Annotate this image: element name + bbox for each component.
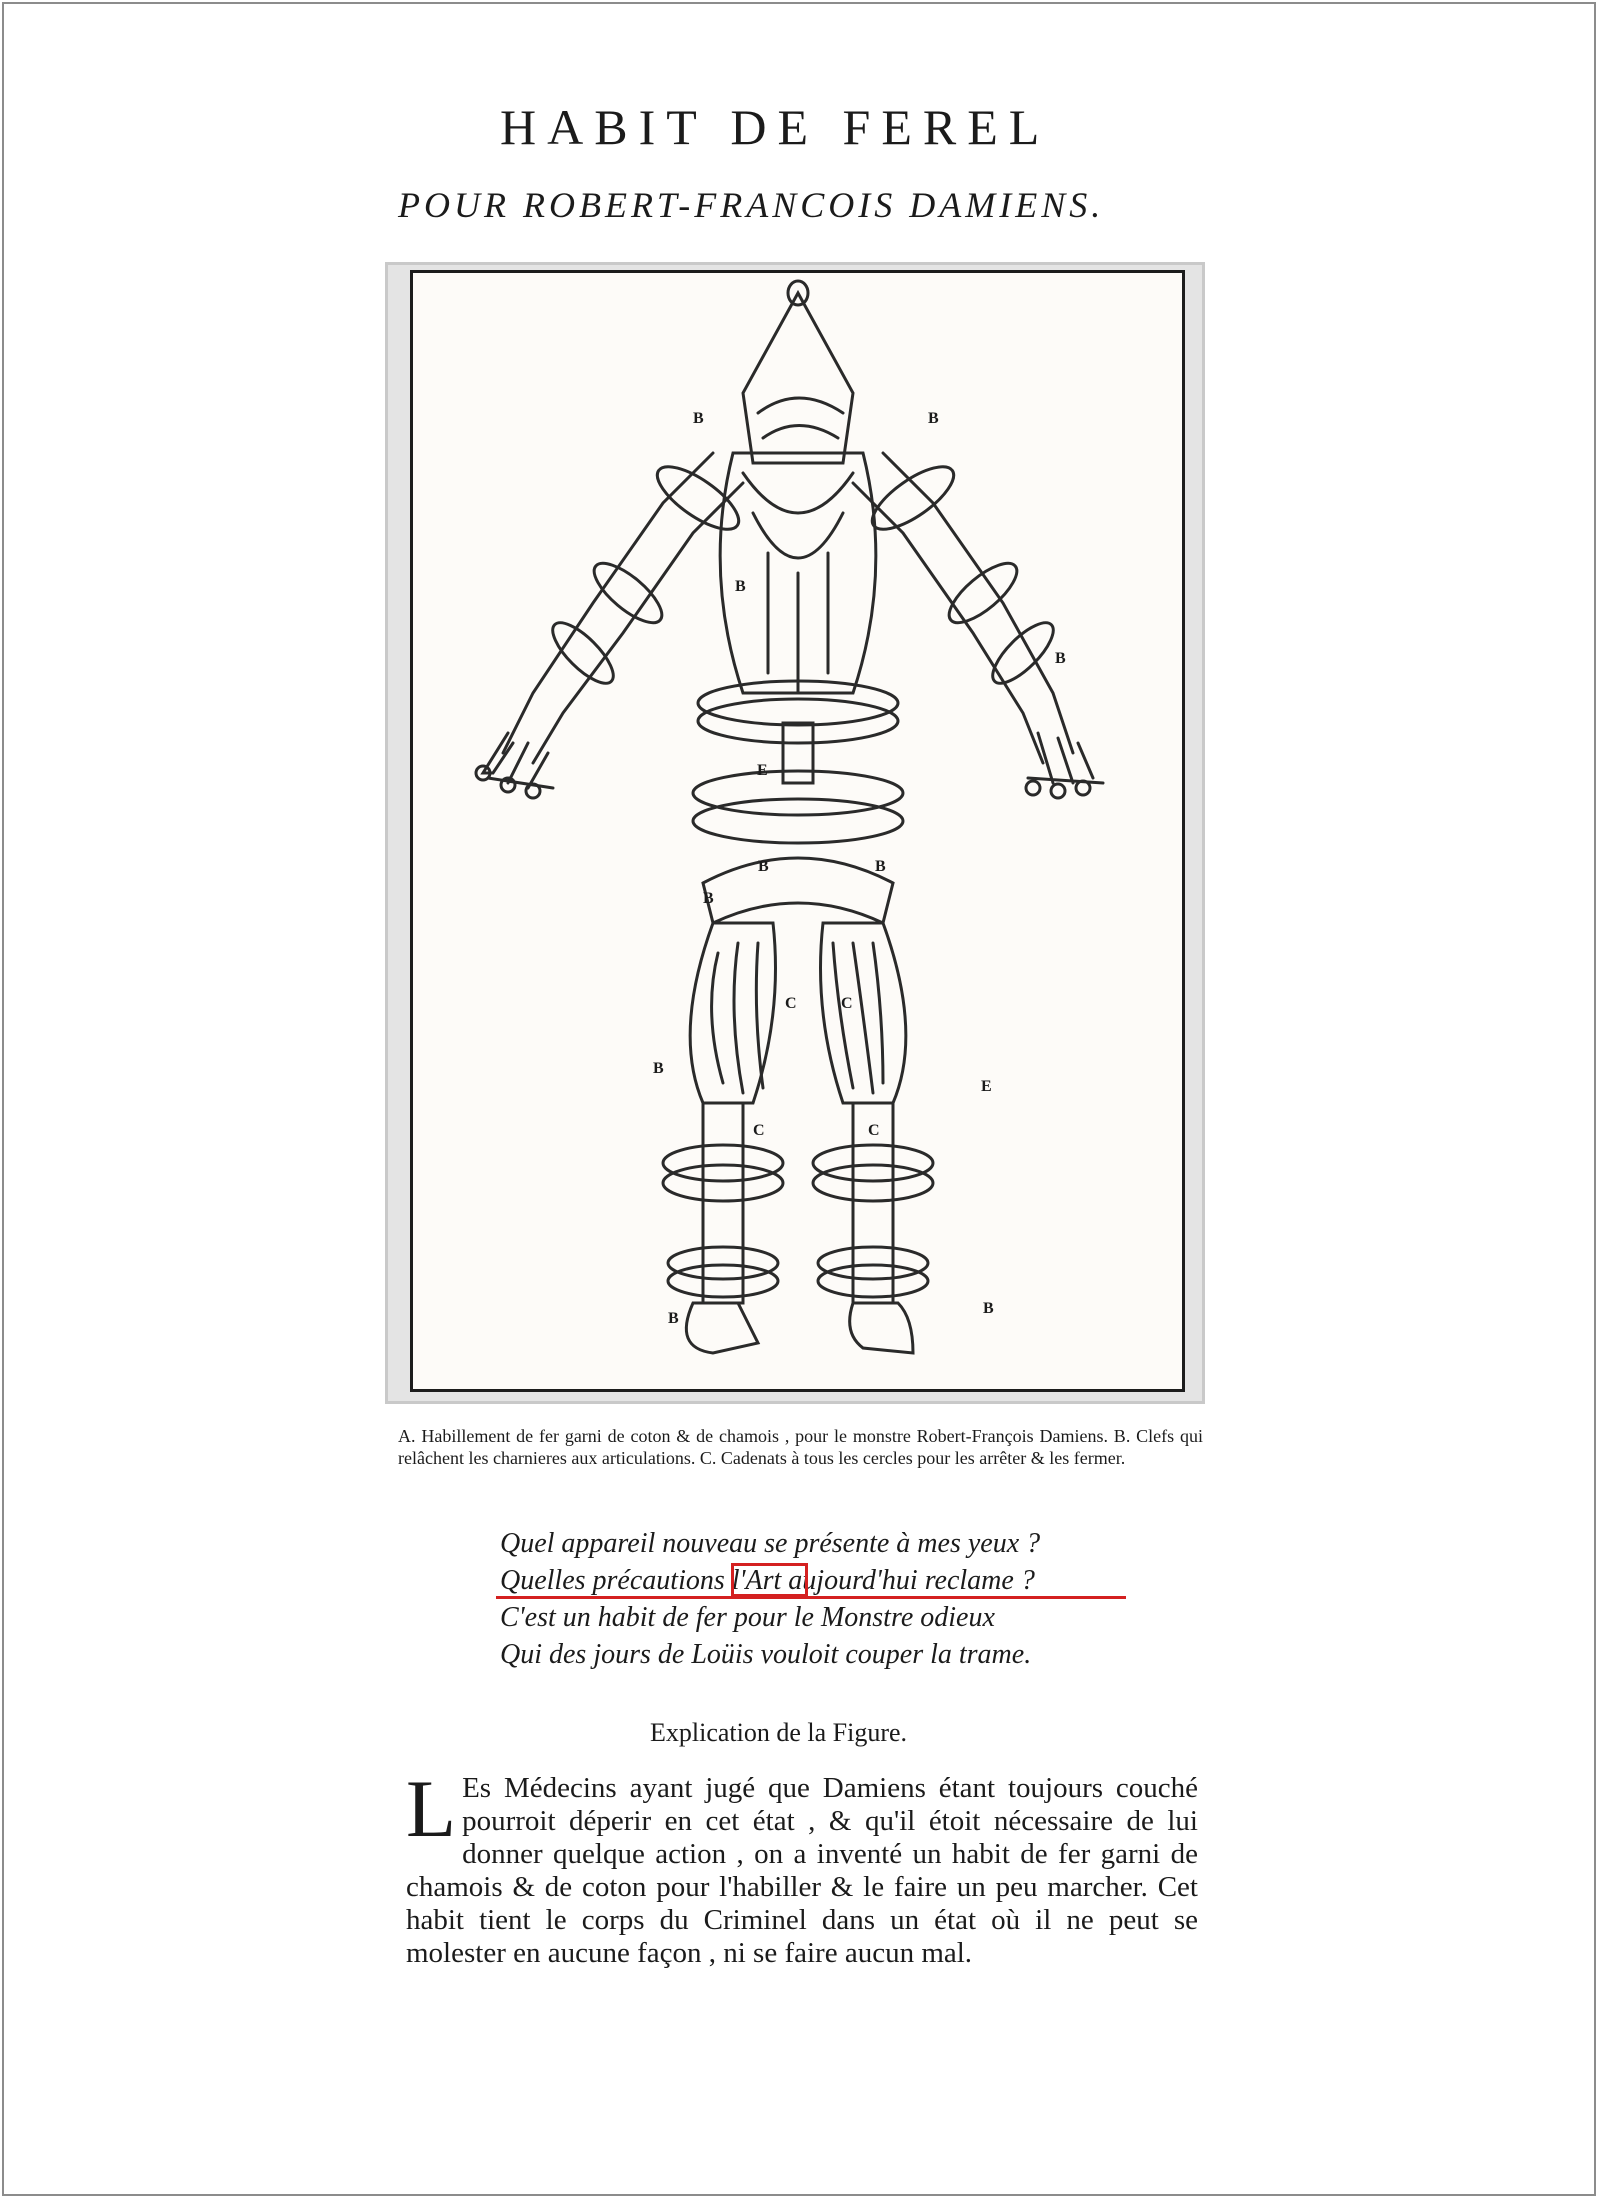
- label-e-right-knee: E: [981, 1078, 992, 1095]
- page-title: HABIT DE FEREL: [500, 99, 1051, 155]
- figure-caption: A. Habillement de fer garni de coton & de chamois , pour le monstre Robert-François Damiens. B. Clefs qui relâchent les charnieres aux articulations. C. Cadenats à tous les cercles pour les arrêter & les fermer.: [398, 1426, 1203, 1468]
- verse-line: Quelles précautions l'Art aujourd'hui reclame ?: [500, 1565, 1035, 1596]
- label-b-left-knee: B: [653, 1060, 664, 1077]
- label-c-right-knee: C: [868, 1122, 880, 1139]
- right-arm: [883, 453, 1073, 753]
- label-b-head-right: B: [928, 410, 939, 427]
- right-hand-cage: [1028, 733, 1103, 783]
- engraving-plate: [410, 270, 1185, 1392]
- verse-line: Quel appareil nouveau se présente à mes yeux ?: [500, 1528, 1041, 1559]
- right-foot: [850, 1303, 913, 1353]
- label-c-right: C: [841, 995, 853, 1012]
- left-foot: [686, 1303, 758, 1353]
- label-e-waist: E: [757, 762, 768, 779]
- red-highlight-box: [731, 1563, 808, 1597]
- label-b-hip-left: B: [703, 890, 714, 907]
- left-arm-ring-3: [544, 614, 622, 692]
- verse-line: Qui des jours de Loüis vouloit couper la trame.: [500, 1639, 1032, 1670]
- hip-band: [703, 858, 893, 923]
- label-b-right-ankle: B: [983, 1300, 994, 1317]
- verse-line: C'est un habit de fer pour le Monstre odieux: [500, 1602, 995, 1633]
- label-b-hip-center: B: [758, 858, 769, 875]
- red-underline: [496, 1596, 1126, 1599]
- label-b-torso: B: [735, 578, 746, 595]
- verse-block: [500, 1525, 1140, 1673]
- left-hand-cage: [483, 733, 553, 788]
- label-b-right-wrist: B: [1055, 650, 1066, 667]
- right-ankle-ring: [818, 1247, 928, 1279]
- drop-cap: L: [406, 1763, 457, 1854]
- section-heading: Explication de la Figure.: [650, 1718, 908, 1747]
- waist-ring-lower: [693, 771, 903, 815]
- right-arm-ring-1: [863, 456, 962, 541]
- iron-suit-illustration: [413, 273, 1185, 1392]
- body-paragraph: [406, 1763, 1198, 1970]
- page-subtitle: POUR ROBERT-FRANCOIS DAMIENS.: [398, 185, 1105, 225]
- label-c-left: C: [785, 995, 797, 1012]
- left-ankle-ring: [668, 1247, 778, 1279]
- right-knee-ring: [813, 1145, 933, 1181]
- left-knee-ring: [663, 1145, 783, 1181]
- label-b-hip-right: B: [875, 858, 886, 875]
- body-text: Es Médecins ayant jugé que Damiens étant toujours couché pourroit déperir en cet état , & qu'il étoit nécessaire de lui donner quelque action , on a inventé un habit de fer garni de chamois & de coton pour l'habiller & le faire un peu marcher. Cet habit tient le corps du Criminel dans un état où il ne peut se molester en aucune façon , ni se faire aucun mal.: [406, 1772, 1198, 1969]
- label-b-head-left: B: [693, 410, 704, 427]
- right-arm-ring-3: [984, 614, 1062, 692]
- label-b-left-ankle: B: [668, 1310, 679, 1327]
- left-arm: [503, 453, 713, 753]
- label-c-left-knee: C: [753, 1122, 765, 1139]
